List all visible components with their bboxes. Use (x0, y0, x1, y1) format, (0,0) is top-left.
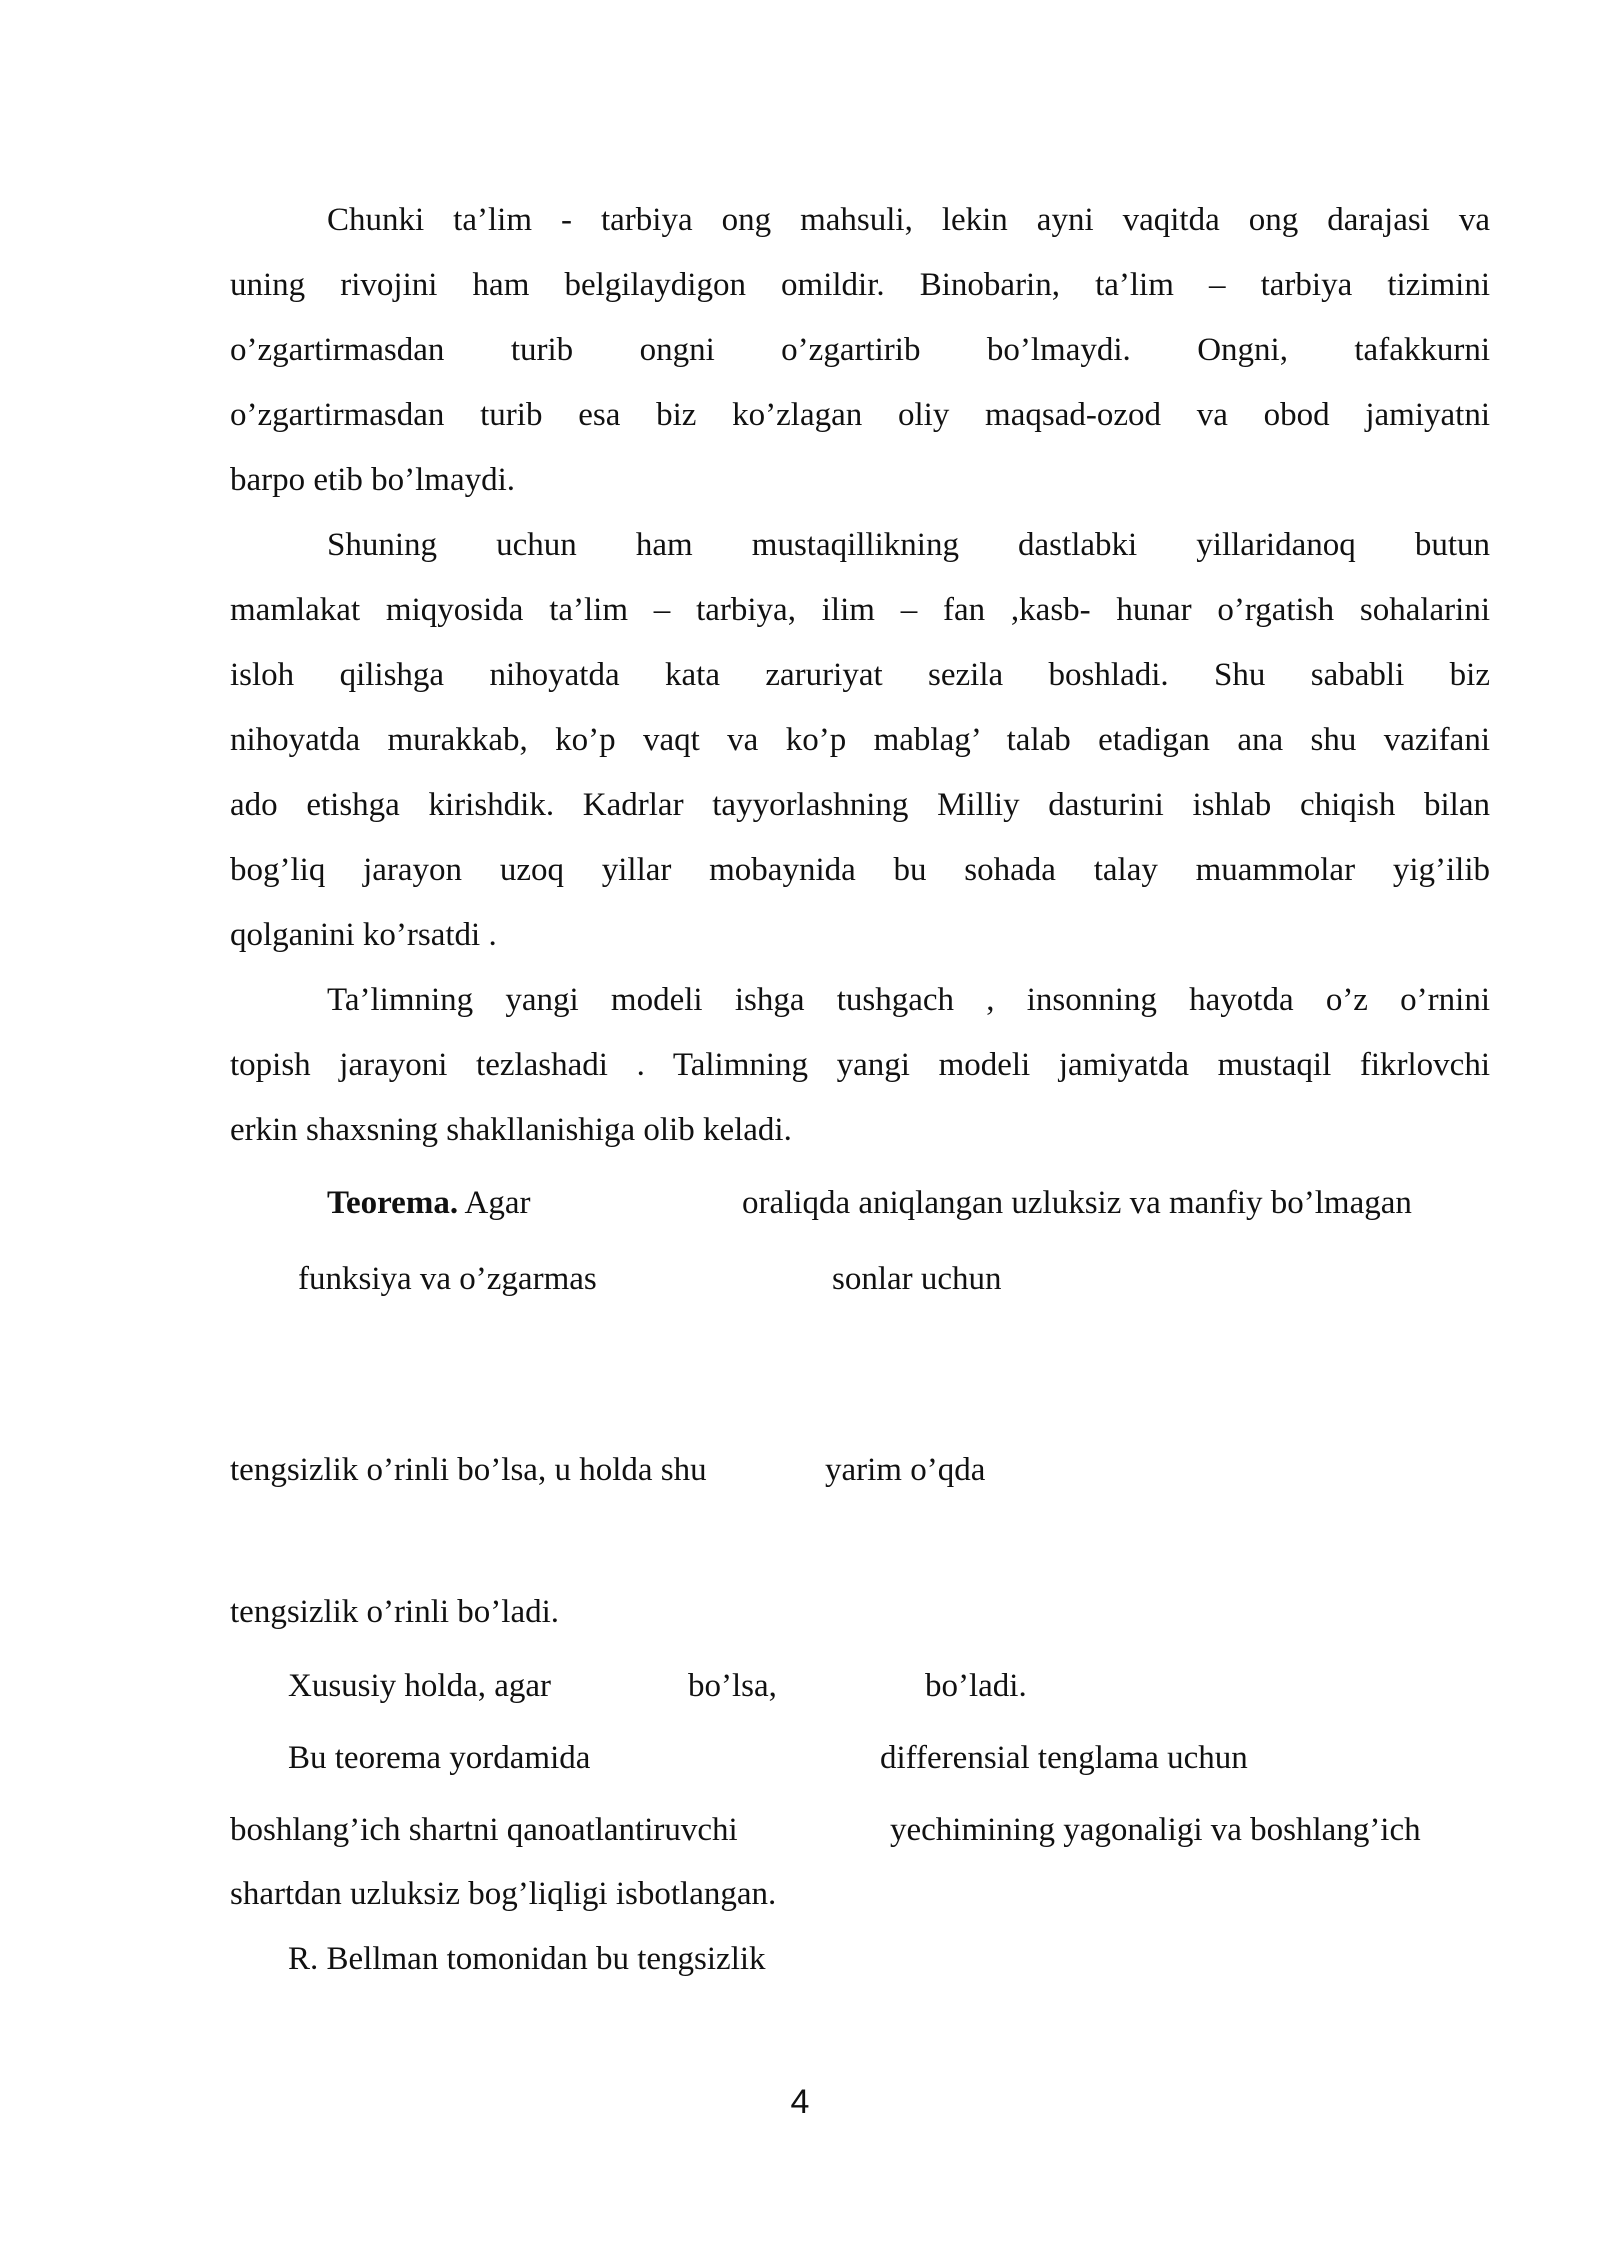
paragraph-2-line-7: qolganini ko’rsatdi . (230, 917, 497, 953)
paragraph-1-line-2: uning rivojini ham belgilaydigon omildir. Binobarin, ta’lim – tarbiya tizimini (230, 267, 1490, 303)
special-case-text-2: bo’lsa, (688, 1668, 777, 1704)
theorem-text-agar: Agar (464, 1185, 531, 1221)
special-case-text-3: bo’ladi. (925, 1668, 1027, 1704)
theorem-label: Teorema. (327, 1185, 459, 1221)
paragraph-2-line-2: mamlakat miqyosida ta’lim – tarbiya, ilim – fan ,kasb- hunar o’rgatish sohalarini (230, 592, 1490, 628)
paragraph-1-line-3: o’zgartirmasdan turib ongni o’zgartirib bo’lmaydi. Ongni, tafakkurni (230, 332, 1490, 368)
usage-text-3: boshlang’ich shartni qanoatlantiruvchi (230, 1812, 738, 1848)
paragraph-1-line-1: Chunki ta’lim - tarbiya ong mahsuli, lekin ayni vaqitda ong darajasi va (327, 202, 1490, 238)
paragraph-2-line-4: nihoyatda murakkab, ko’p vaqt va ko’p mablag’ talab etadigan ana shu vazifani (230, 722, 1490, 758)
bellman-text: R. Bellman tomonidan bu tengsizlik (288, 1941, 766, 1977)
usage-text-1: Bu teorema yordamida (288, 1740, 591, 1776)
paragraph-3-line-2: topish jarayoni tezlashadi . Talimning yangi modeli jamiyatda mustaqil fikrlovchi (230, 1047, 1490, 1083)
paragraph-3-line-3: erkin shaxsning shakllanishiga olib keladi. (230, 1112, 792, 1148)
theorem-text-numbers: sonlar uchun (832, 1261, 1002, 1297)
paragraph-2-line-6: bog’liq jarayon uzoq yillar mobaynida bu sohada talay muammolar yig’ilib (230, 852, 1490, 888)
theorem-text-inequality: tengsizlik o’rinli bo’lsa, u holda shu (230, 1452, 707, 1488)
paragraph-3-line-1: Ta’limning yangi modeli ishga tushgach , insonning hayotda o’z o’rnini (327, 982, 1490, 1018)
usage-text-4: yechimining yagonaligi va boshlang’ich (890, 1812, 1421, 1848)
paragraph-2-line-5: ado etishga kirishdik. Kadrlar tayyorlashning Milliy dasturini ishlab chiqish bilan (230, 787, 1490, 823)
paragraph-2-line-1: Shuning uchun ham mustaqillikning dastlabki yillaridanoq butun (327, 527, 1490, 563)
theorem-text-conclusion: tengsizlik o’rinli bo’ladi. (230, 1594, 560, 1630)
usage-text-2: differensial tenglama uchun (880, 1740, 1248, 1776)
theorem-text-interval: oraliqda aniqlangan uzluksiz va manfiy bo’lmagan (742, 1185, 1412, 1221)
usage-text-5: shartdan uzluksiz bog’liqligi isbotlangan. (230, 1876, 777, 1912)
special-case-text-1: Xususiy holda, agar (288, 1668, 552, 1704)
paragraph-1-line-4: o’zgartirmasdan turib esa biz ko’zlagan oliy maqsad-ozod va obod jamiyatni (230, 397, 1490, 433)
theorem-text-function: funksiya va o’zgarmas (298, 1261, 597, 1297)
theorem-intro (327, 1183, 530, 1223)
paragraph-1-line-5: barpo etib bo’lmaydi. (230, 462, 516, 498)
page-number: 4 (790, 2083, 810, 2121)
theorem-text-half-axis: yarim o’qda (825, 1452, 986, 1488)
paragraph-2-line-3: isloh qilishga nihoyatda kata zaruriyat sezila boshladi. Shu sababli biz (230, 657, 1490, 693)
